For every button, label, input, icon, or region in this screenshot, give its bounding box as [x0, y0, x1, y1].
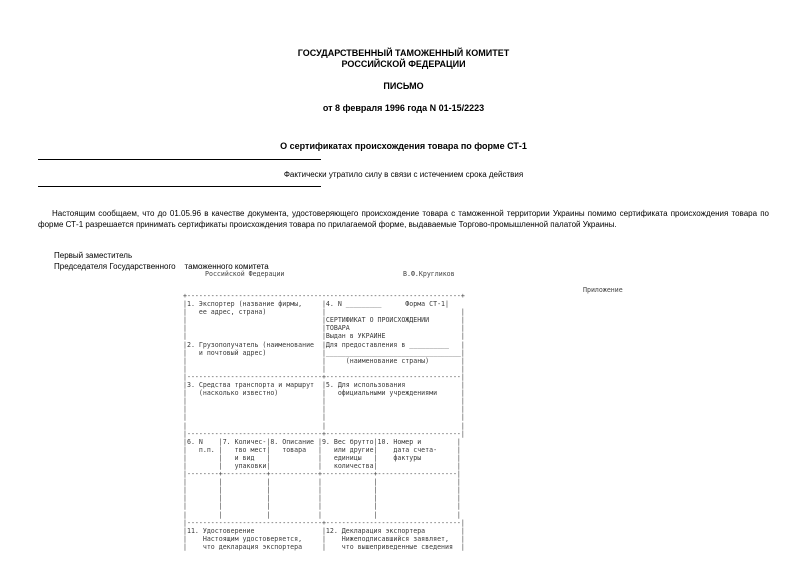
signature-organization: Председателя Государственного таможенного комитета: [54, 262, 269, 271]
signature-position: Первый заместитель: [54, 251, 133, 260]
form-line: +---------------------------------------------------------------------+: [183, 292, 465, 300]
form-line: | | | | | |: [183, 486, 461, 495]
form-line: |1. Экспортер (название фирмы, |4. N _________ Форма СТ-1|: [183, 300, 449, 309]
form-line: | п.п. | тво мест| товара | или другие| дата счета- |: [183, 445, 461, 454]
divider-top: [38, 159, 321, 160]
form-line: | | | | | |: [183, 478, 461, 487]
divider-bottom: [38, 186, 321, 187]
signature-country: Российской Федерации: [205, 270, 285, 278]
appendix-label: Приложение: [583, 286, 623, 294]
form-line: | | |: [183, 405, 465, 414]
form-line: | | |: [183, 397, 465, 406]
form-line: | что декларация экспортера | что вышеприведенные сведения |: [183, 542, 465, 551]
form-line: |11. Удостоверение |12. Декларация экспортера |: [183, 526, 465, 535]
certificate-form: [183, 292, 465, 551]
document-type: ПИСЬМО: [383, 81, 424, 91]
form-line: | | |: [183, 421, 465, 430]
form-line: |----------------------------------+----------------------------------|: [183, 429, 465, 438]
document-subject: О сертификатах происхождения товара по форме СТ-1: [280, 141, 527, 151]
form-line: |--------+-----------+------------+-------------+--------------------|: [183, 470, 461, 479]
form-line: | |СЕРТИФИКАТ О ПРОИСХОЖДЕНИИ |: [183, 316, 465, 325]
issuer-title: ГОСУДАРСТВЕННЫЙ ТАМОЖЕННЫЙ КОМИТЕТ: [297, 48, 510, 58]
document-date-number: от 8 февраля 1996 года N 01-15/2223: [322, 103, 485, 113]
signatory-name: В.Ф.Кругликов: [403, 270, 455, 278]
form-line: |----------------------------------+----------------------------------|: [183, 372, 465, 381]
form-line: | (насколько известно) | официальными учреждениями |: [183, 389, 465, 398]
form-line: |----------------------------------+----------------------------------|: [183, 518, 465, 527]
issuer-subtitle: РОССИЙСКОЙ ФЕДЕРАЦИИ: [341, 59, 466, 69]
form-line: | | |: [183, 413, 465, 422]
form-line: | ее адрес, страна) | |: [183, 308, 465, 317]
form-line: |2. Грузополучатель (наименование |Для предоставления в __________ |: [183, 340, 465, 349]
form-line: | | | | | |: [183, 494, 461, 503]
form-line: |3. Средства транспорта и маршрут |5. Для использования |: [183, 381, 465, 390]
form-line: | |ТОВАРА |: [183, 324, 465, 333]
form-line: | | |: [183, 364, 465, 373]
status-note: Фактически утратило силу в связи с истечением срока действия: [283, 170, 524, 179]
form-line: | | (наименование страны) |: [183, 356, 465, 365]
form-line: | | | | | |: [183, 510, 461, 519]
form-line: | Настоящим удостоверяется, | Нижеподписавшийся заявляет, |: [183, 534, 465, 543]
form-line: |6. N |7. Количес-|8. Описание |9. Вес брутто|10. Номер и |: [183, 437, 461, 446]
form-line: | |Выдан в УКРАИНЕ |: [183, 332, 465, 341]
letter-body: Настоящим сообщаем, что до 01.05.96 в качестве документа, удостоверяющего происхождение товара с таможенной территории Украины помимо сертификата происхождения товара по форме СТ-1 разрешается принимать сертификаты происхождения товара по прилагаемой форме, выдаваемые Торгово-промышленной палатой Украины.: [38, 209, 769, 229]
form-line: | и почтовый адрес) |__________________________________|: [183, 348, 465, 357]
form-line: | | | | | |: [183, 502, 461, 511]
form-line: | | и вид | | единицы | фактуры |: [183, 453, 461, 462]
form-line: | | упаковки| | количества| |: [183, 461, 461, 470]
